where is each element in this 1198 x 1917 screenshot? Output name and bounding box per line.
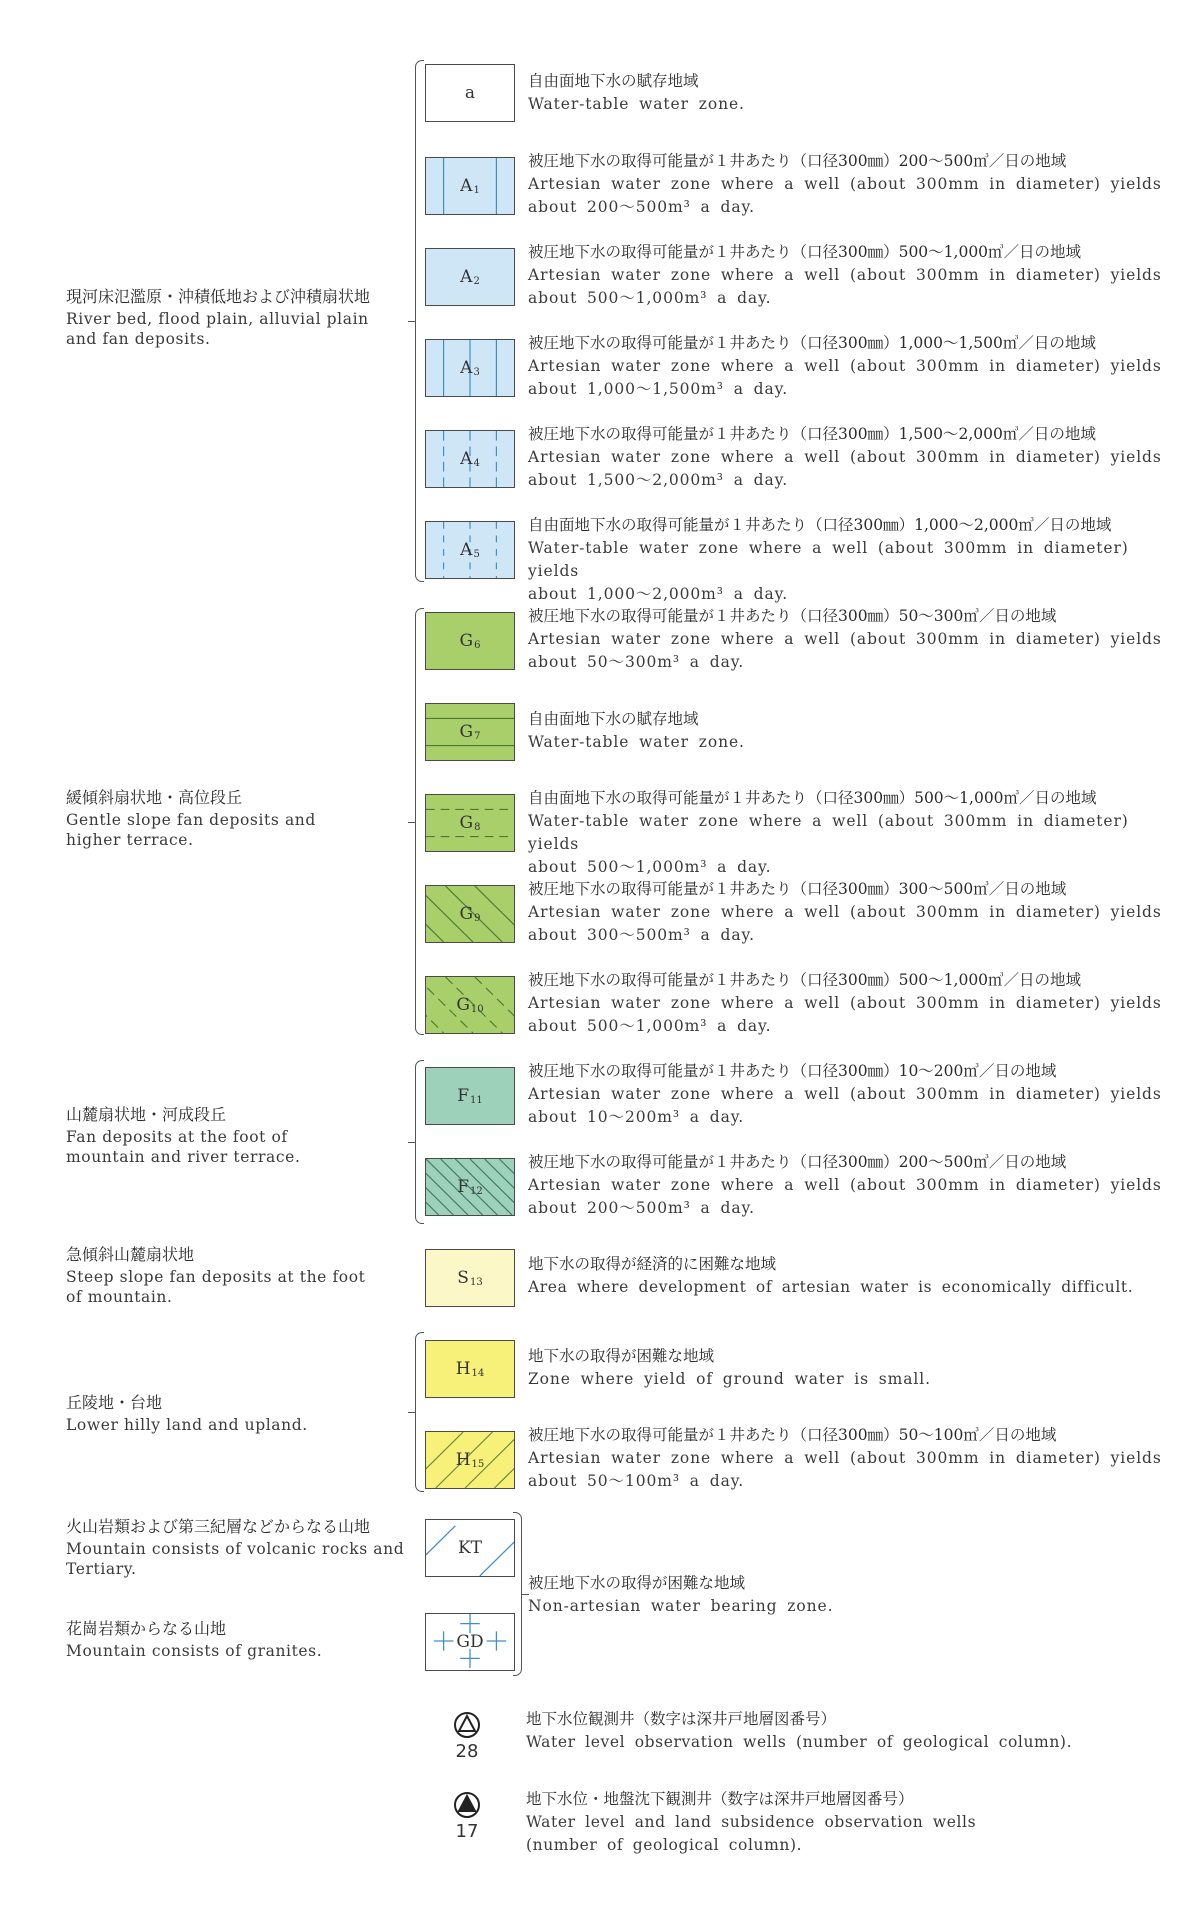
- legend-swatch-g9: [425, 885, 515, 943]
- legend-swatch-g8: [425, 794, 515, 852]
- triangle-circle-filled-icon: [452, 1791, 482, 1819]
- desc-en: Water-table water zone.: [528, 733, 745, 751]
- legend-desc-a4: [528, 423, 1168, 492]
- group-label-granite: [66, 1619, 406, 1661]
- legend-swatch-a: [425, 64, 515, 122]
- group-label-steep: [66, 1245, 406, 1307]
- swatch-code: $A_5$: [460, 540, 480, 560]
- desc-jp: 被圧地下水の取得が困難な地域: [528, 1574, 746, 1592]
- desc-en: Artesian water zone where a well (about 300mm in diameter) yields: [528, 357, 1162, 375]
- swatch-code: $F_{12}$: [457, 1177, 483, 1197]
- well-symbol-water-level: [450, 1711, 484, 1762]
- legend-desc-well-28: [526, 1708, 1166, 1754]
- legend-swatch-a2: [425, 248, 515, 306]
- swatch-code: $S_{13}$: [457, 1268, 483, 1288]
- group-label-en: River bed, flood plain, alluvial plain and fan deposits.: [66, 310, 369, 348]
- desc-en: about 50～100m³ a day.: [528, 1472, 745, 1490]
- desc-en: (number of geological column).: [526, 1836, 803, 1854]
- desc-en: Artesian water zone where a well (about 300mm in diameter) yields: [528, 266, 1162, 284]
- group-label-en: Fan deposits at the foot of mountain and river terrace.: [66, 1128, 301, 1166]
- legend-desc-a3: [528, 332, 1168, 401]
- desc-en: about 500～1,000m³ a day.: [528, 289, 772, 307]
- legend-desc-a: [528, 70, 1168, 116]
- swatch-code: $G_9$: [459, 904, 481, 924]
- desc-en: about 50～300m³ a day.: [528, 653, 745, 671]
- desc-jp: 自由面地下水の賦存地域: [528, 710, 699, 728]
- desc-en: Zone where yield of ground water is small.: [528, 1370, 931, 1388]
- desc-jp: 地下水位観測井（数字は深井戸地層図番号）: [526, 1710, 837, 1728]
- legend-swatch-f11: [425, 1067, 515, 1125]
- desc-jp: 被圧地下水の取得可能量が１井あたり（口径300㎜）300～500㎥／日の地域: [528, 880, 1067, 898]
- legend-swatch-g7: [425, 703, 515, 761]
- legend-swatch-h14: [425, 1340, 515, 1398]
- desc-jp: 被圧地下水の取得可能量が１井あたり（口径300㎜）500～1,000㎥／日の地域: [528, 971, 1082, 989]
- swatch-code: $G_8$: [459, 813, 481, 833]
- desc-en: Water-table water zone where a well (about 300mm in diameter) yields: [528, 812, 1129, 853]
- legend-desc-g9: [528, 878, 1168, 947]
- desc-jp: 被圧地下水の取得可能量が１井あたり（口径300㎜）1,000～1,500㎥／日の地域: [528, 334, 1096, 352]
- group-label-en: Steep slope fan deposits at the foot of mountain.: [66, 1268, 366, 1306]
- group-label-jp: 火山岩類および第三紀層などからなる山地: [66, 1517, 371, 1536]
- legend-desc-g7: [528, 708, 1168, 754]
- desc-jp: 自由面地下水の取得可能量が１井あたり（口径300㎜）500～1,000㎥／日の地域: [528, 789, 1097, 807]
- swatch-code: $G_6$: [459, 631, 481, 651]
- swatch-code: $H_{15}$: [455, 1450, 485, 1470]
- desc-en: Non-artesian water bearing zone.: [528, 1597, 834, 1615]
- desc-en: about 500～1,000m³ a day.: [528, 858, 772, 876]
- group-label-jp: 現河床氾濫原・沖積低地および沖積扇状地: [66, 287, 371, 306]
- group-label-jp: 緩傾斜扇状地・高位段丘: [66, 788, 243, 807]
- legend-desc-h15: [528, 1424, 1168, 1493]
- well-number: 17: [455, 1821, 479, 1842]
- swatch-code: GD: [456, 1632, 484, 1652]
- group-label-volcanic: [66, 1517, 406, 1579]
- group-label-en: Gentle slope fan deposits and higher terrace.: [66, 811, 316, 849]
- desc-en: about 1,500～2,000m³ a day.: [528, 471, 789, 489]
- group-label-jp: 山麓扇状地・河成段丘: [66, 1105, 227, 1124]
- legend-desc-g6: [528, 605, 1168, 674]
- desc-jp: 被圧地下水の取得可能量が１井あたり（口径300㎜）200～500㎥／日の地域: [528, 1153, 1067, 1171]
- brace-gentle: [415, 608, 424, 1035]
- group-label-hilly: [66, 1393, 406, 1435]
- legend-desc-f12: [528, 1151, 1168, 1220]
- legend-desc-f11: [528, 1060, 1168, 1129]
- legend-swatch-s13: [425, 1249, 515, 1307]
- swatch-code: $A_2$: [460, 267, 480, 287]
- desc-en: Artesian water zone where a well (about 300mm in diameter) yields: [528, 1176, 1162, 1194]
- desc-en: Artesian water zone where a well (about 300mm in diameter) yields: [528, 630, 1162, 648]
- desc-jp: 自由面地下水の取得可能量が１井あたり（口径300㎜）1,000～2,000㎥／日の地域: [528, 516, 1112, 534]
- desc-en: Artesian water zone where a well (about 300mm in diameter) yields: [528, 1085, 1162, 1103]
- desc-en: about 300～500m³ a day.: [528, 926, 755, 944]
- swatch-code: $F_{11}$: [457, 1086, 483, 1106]
- desc-en: about 1,000～1,500m³ a day.: [528, 380, 789, 398]
- desc-jp: 地下水位・地盤沈下観測井（数字は深井戸地層図番号）: [526, 1790, 914, 1808]
- group-label-en: Mountain consists of granites.: [66, 1642, 323, 1660]
- legend-desc-h14: [528, 1345, 1168, 1391]
- desc-jp: 自由面地下水の賦存地域: [528, 72, 699, 90]
- group-label-jp: 急傾斜山麓扇状地: [66, 1245, 195, 1264]
- swatch-code: $G_7$: [459, 722, 481, 742]
- group-label-jp: 丘陵地・台地: [66, 1393, 163, 1412]
- desc-jp: 被圧地下水の取得可能量が１井あたり（口径300㎜）1,500～2,000㎥／日の地域: [528, 425, 1096, 443]
- legend-desc-s13: [528, 1253, 1168, 1299]
- group-label-en: Mountain consists of volcanic rocks and Tertiary.: [66, 1540, 405, 1578]
- group-label-river: [66, 287, 406, 349]
- swatch-code: KT: [457, 1538, 483, 1558]
- legend-swatch-h15: [425, 1431, 515, 1489]
- desc-en: Area where development of artesian water is economically difficult.: [528, 1278, 1134, 1296]
- legend-desc-a2: [528, 241, 1168, 310]
- desc-en: Artesian water zone where a well (about 300mm in diameter) yields: [528, 448, 1162, 466]
- desc-en: Water level and land subsidence observation wells: [526, 1813, 977, 1831]
- desc-en: about 200～500m³ a day.: [528, 1199, 755, 1217]
- desc-jp: 被圧地下水の取得可能量が１井あたり（口径300㎜）50～300㎥／日の地域: [528, 607, 1057, 625]
- desc-en: about 500～1,000m³ a day.: [528, 1017, 772, 1035]
- desc-jp: 被圧地下水の取得可能量が１井あたり（口径300㎜）50～100㎥／日の地域: [528, 1426, 1057, 1444]
- desc-en: about 1,000～2,000m³ a day.: [528, 585, 789, 603]
- legend-swatch-gd: [425, 1613, 515, 1671]
- legend-swatch-a1: [425, 157, 515, 215]
- desc-jp: 地下水の取得が経済的に困難な地域: [528, 1255, 777, 1273]
- legend-swatch-a4: [425, 430, 515, 488]
- legend-swatch-a3: [425, 339, 515, 397]
- well-symbol-subsidence: [450, 1791, 484, 1842]
- swatch-code: $G_{10}$: [456, 995, 484, 1015]
- desc-en: Water-table water zone where a well (about 300mm in diameter) yields: [528, 539, 1129, 580]
- desc-en: Water-table water zone.: [528, 95, 745, 113]
- legend-desc-mountain: [528, 1572, 1168, 1618]
- swatch-code: $A_3$: [460, 358, 480, 378]
- group-label-jp: 花崗岩類からなる山地: [66, 1619, 227, 1638]
- swatch-code: $H_{14}$: [455, 1359, 485, 1379]
- legend-desc-g8: [528, 787, 1168, 879]
- triangle-circle-outline-icon: [452, 1711, 482, 1739]
- legend-swatch-a5: [425, 521, 515, 579]
- group-label-fan: [66, 1105, 406, 1167]
- group-label-en: Lower hilly land and upland.: [66, 1416, 308, 1434]
- brace-hilly: [415, 1332, 424, 1492]
- legend-desc-well-17: [526, 1788, 1166, 1857]
- desc-jp: 被圧地下水の取得可能量が１井あたり（口径300㎜）10～200㎥／日の地域: [528, 1062, 1057, 1080]
- legend-desc-a5: [528, 514, 1168, 606]
- brace-river: [415, 60, 424, 582]
- desc-jp: 被圧地下水の取得可能量が１井あたり（口径300㎜）500～1,000㎥／日の地域: [528, 243, 1082, 261]
- swatch-code: $A_4$: [460, 449, 480, 469]
- legend-swatch-f12: [425, 1158, 515, 1216]
- legend-desc-g10: [528, 969, 1168, 1038]
- desc-en: about 10～200m³ a day.: [528, 1108, 745, 1126]
- desc-en: Artesian water zone where a well (about 300mm in diameter) yields: [528, 994, 1162, 1012]
- desc-jp: 地下水の取得が困難な地域: [528, 1347, 715, 1365]
- brace-fan: [415, 1060, 424, 1224]
- desc-jp: 被圧地下水の取得可能量が１井あたり（口径300㎜）200～500㎥／日の地域: [528, 152, 1067, 170]
- legend-swatch-kt: [425, 1519, 515, 1577]
- desc-en: Artesian water zone where a well (about 300mm in diameter) yields: [528, 175, 1162, 193]
- desc-en: about 200～500m³ a day.: [528, 198, 755, 216]
- desc-en: Artesian water zone where a well (about 300mm in diameter) yields: [528, 903, 1162, 921]
- legend-desc-a1: [528, 150, 1168, 219]
- swatch-code: a: [464, 83, 476, 103]
- desc-en: Water level observation wells (number of geological column).: [526, 1733, 1073, 1751]
- group-label-gentle: [66, 788, 406, 850]
- legend-swatch-g6: [425, 612, 515, 670]
- swatch-code: $A_1$: [460, 176, 480, 196]
- desc-en: Artesian water zone where a well (about 300mm in diameter) yields: [528, 1449, 1162, 1467]
- well-number: 28: [455, 1741, 479, 1762]
- legend-swatch-g10: [425, 976, 515, 1034]
